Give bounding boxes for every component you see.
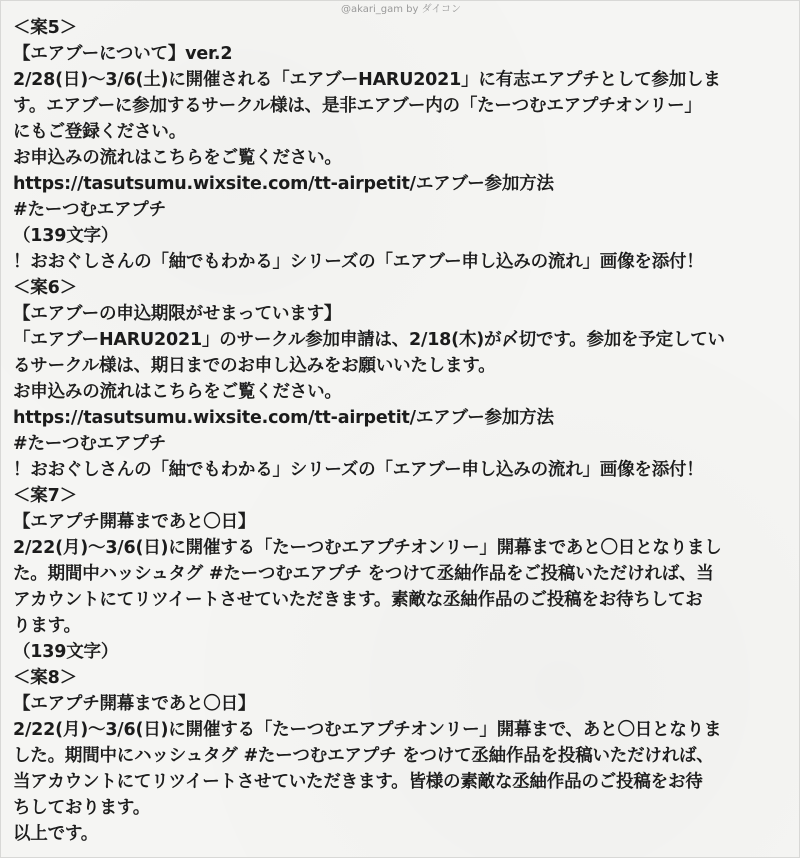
char-count: （139文字） bbox=[13, 226, 119, 246]
heading-plan-5: ＜案5＞ bbox=[13, 18, 77, 38]
text-line: た。期間中ハッシュタグ #たーつむエアプチ をつけて丞紬作品をご投稿いただければ、当 bbox=[13, 564, 714, 584]
heading-plan-6: ＜案6＞ bbox=[13, 278, 77, 298]
plan-7-title: 【エアプチ開幕まであと〇日】 bbox=[13, 512, 256, 532]
heading-plan-8: ＜案8＞ bbox=[13, 668, 77, 688]
text-line: 2/22(月)〜3/6(日)に開催する「たーつむエアプチオンリー」開幕まであと〇日となりまし bbox=[13, 538, 722, 558]
attachment-note: ！おおぐしさんの「紬でもわかる」シリーズの「エアブー申し込みの流れ」画像を添付！ bbox=[13, 460, 704, 480]
closing-text: 以上です。 bbox=[13, 824, 99, 844]
plan-8-title: 【エアプチ開幕まであと〇日】 bbox=[13, 694, 256, 714]
text-line: 「エアブーHARU2021」のサークル参加申請は、2/18(木)が〆切です。参加を予定してい bbox=[13, 330, 725, 350]
text-line: 2/22(月)〜3/6(日)に開催する「たーつむエアプチオンリー」開幕まで、あと〇日となりま bbox=[13, 720, 722, 740]
text-line: 2/28(日)〜3/6(土)に開催される「エアブーHARU2021」に有志エアプチとして参加しま bbox=[13, 70, 721, 90]
plan-5-title: 【エアブーについて】ver.2 bbox=[13, 44, 233, 64]
text-line: お申込みの流れはこちらをご覧ください。 bbox=[13, 148, 342, 168]
watermark-credit: @akari_gam by ダイコン bbox=[340, 4, 461, 15]
text-line: にもご登録ください。 bbox=[13, 122, 186, 142]
text-line: す。エアブーに参加するサークル様は、是非エアブー内の「たーつむエアプチオンリー」 bbox=[13, 96, 702, 116]
hashtag-text: #たーつむエアプチ bbox=[13, 200, 166, 220]
text-line: 当アカウントにてリツイートさせていただきます。皆様の素敵な丞紬作品のご投稿をお待 bbox=[13, 772, 703, 792]
text-line: した。期間中にハッシュタグ #たーつむエアプチ をつけて丞紬作品を投稿いただければ、 bbox=[13, 746, 714, 766]
text-line: ります。 bbox=[13, 616, 81, 636]
text-line: アカウントにてリツイートさせていただきます。素敵な丞紬作品のご投稿をお待ちしてお bbox=[13, 590, 703, 610]
text-line: お申込みの流れはこちらをご覧ください。 bbox=[13, 382, 342, 402]
document-body bbox=[13, 15, 789, 847]
attachment-note: ！おおぐしさんの「紬でもわかる」シリーズの「エアブー申し込みの流れ」画像を添付！ bbox=[13, 252, 704, 272]
url-text: https://tasutsumu.wixsite.com/tt-airpetit/エアブー参加方法 bbox=[13, 408, 554, 428]
plan-6-title: 【エアブーの申込期限がせまっています】 bbox=[13, 304, 342, 324]
url-text: https://tasutsumu.wixsite.com/tt-airpetit/エアブー参加方法 bbox=[13, 174, 554, 194]
heading-plan-7: ＜案7＞ bbox=[13, 486, 77, 506]
text-line: ちしております。 bbox=[13, 798, 150, 818]
char-count: （139文字） bbox=[13, 642, 119, 662]
text-line: るサークル様は、期日までのお申し込みをお願いいたします。 bbox=[13, 356, 496, 376]
hashtag-text: #たーつむエアプチ bbox=[13, 434, 166, 454]
